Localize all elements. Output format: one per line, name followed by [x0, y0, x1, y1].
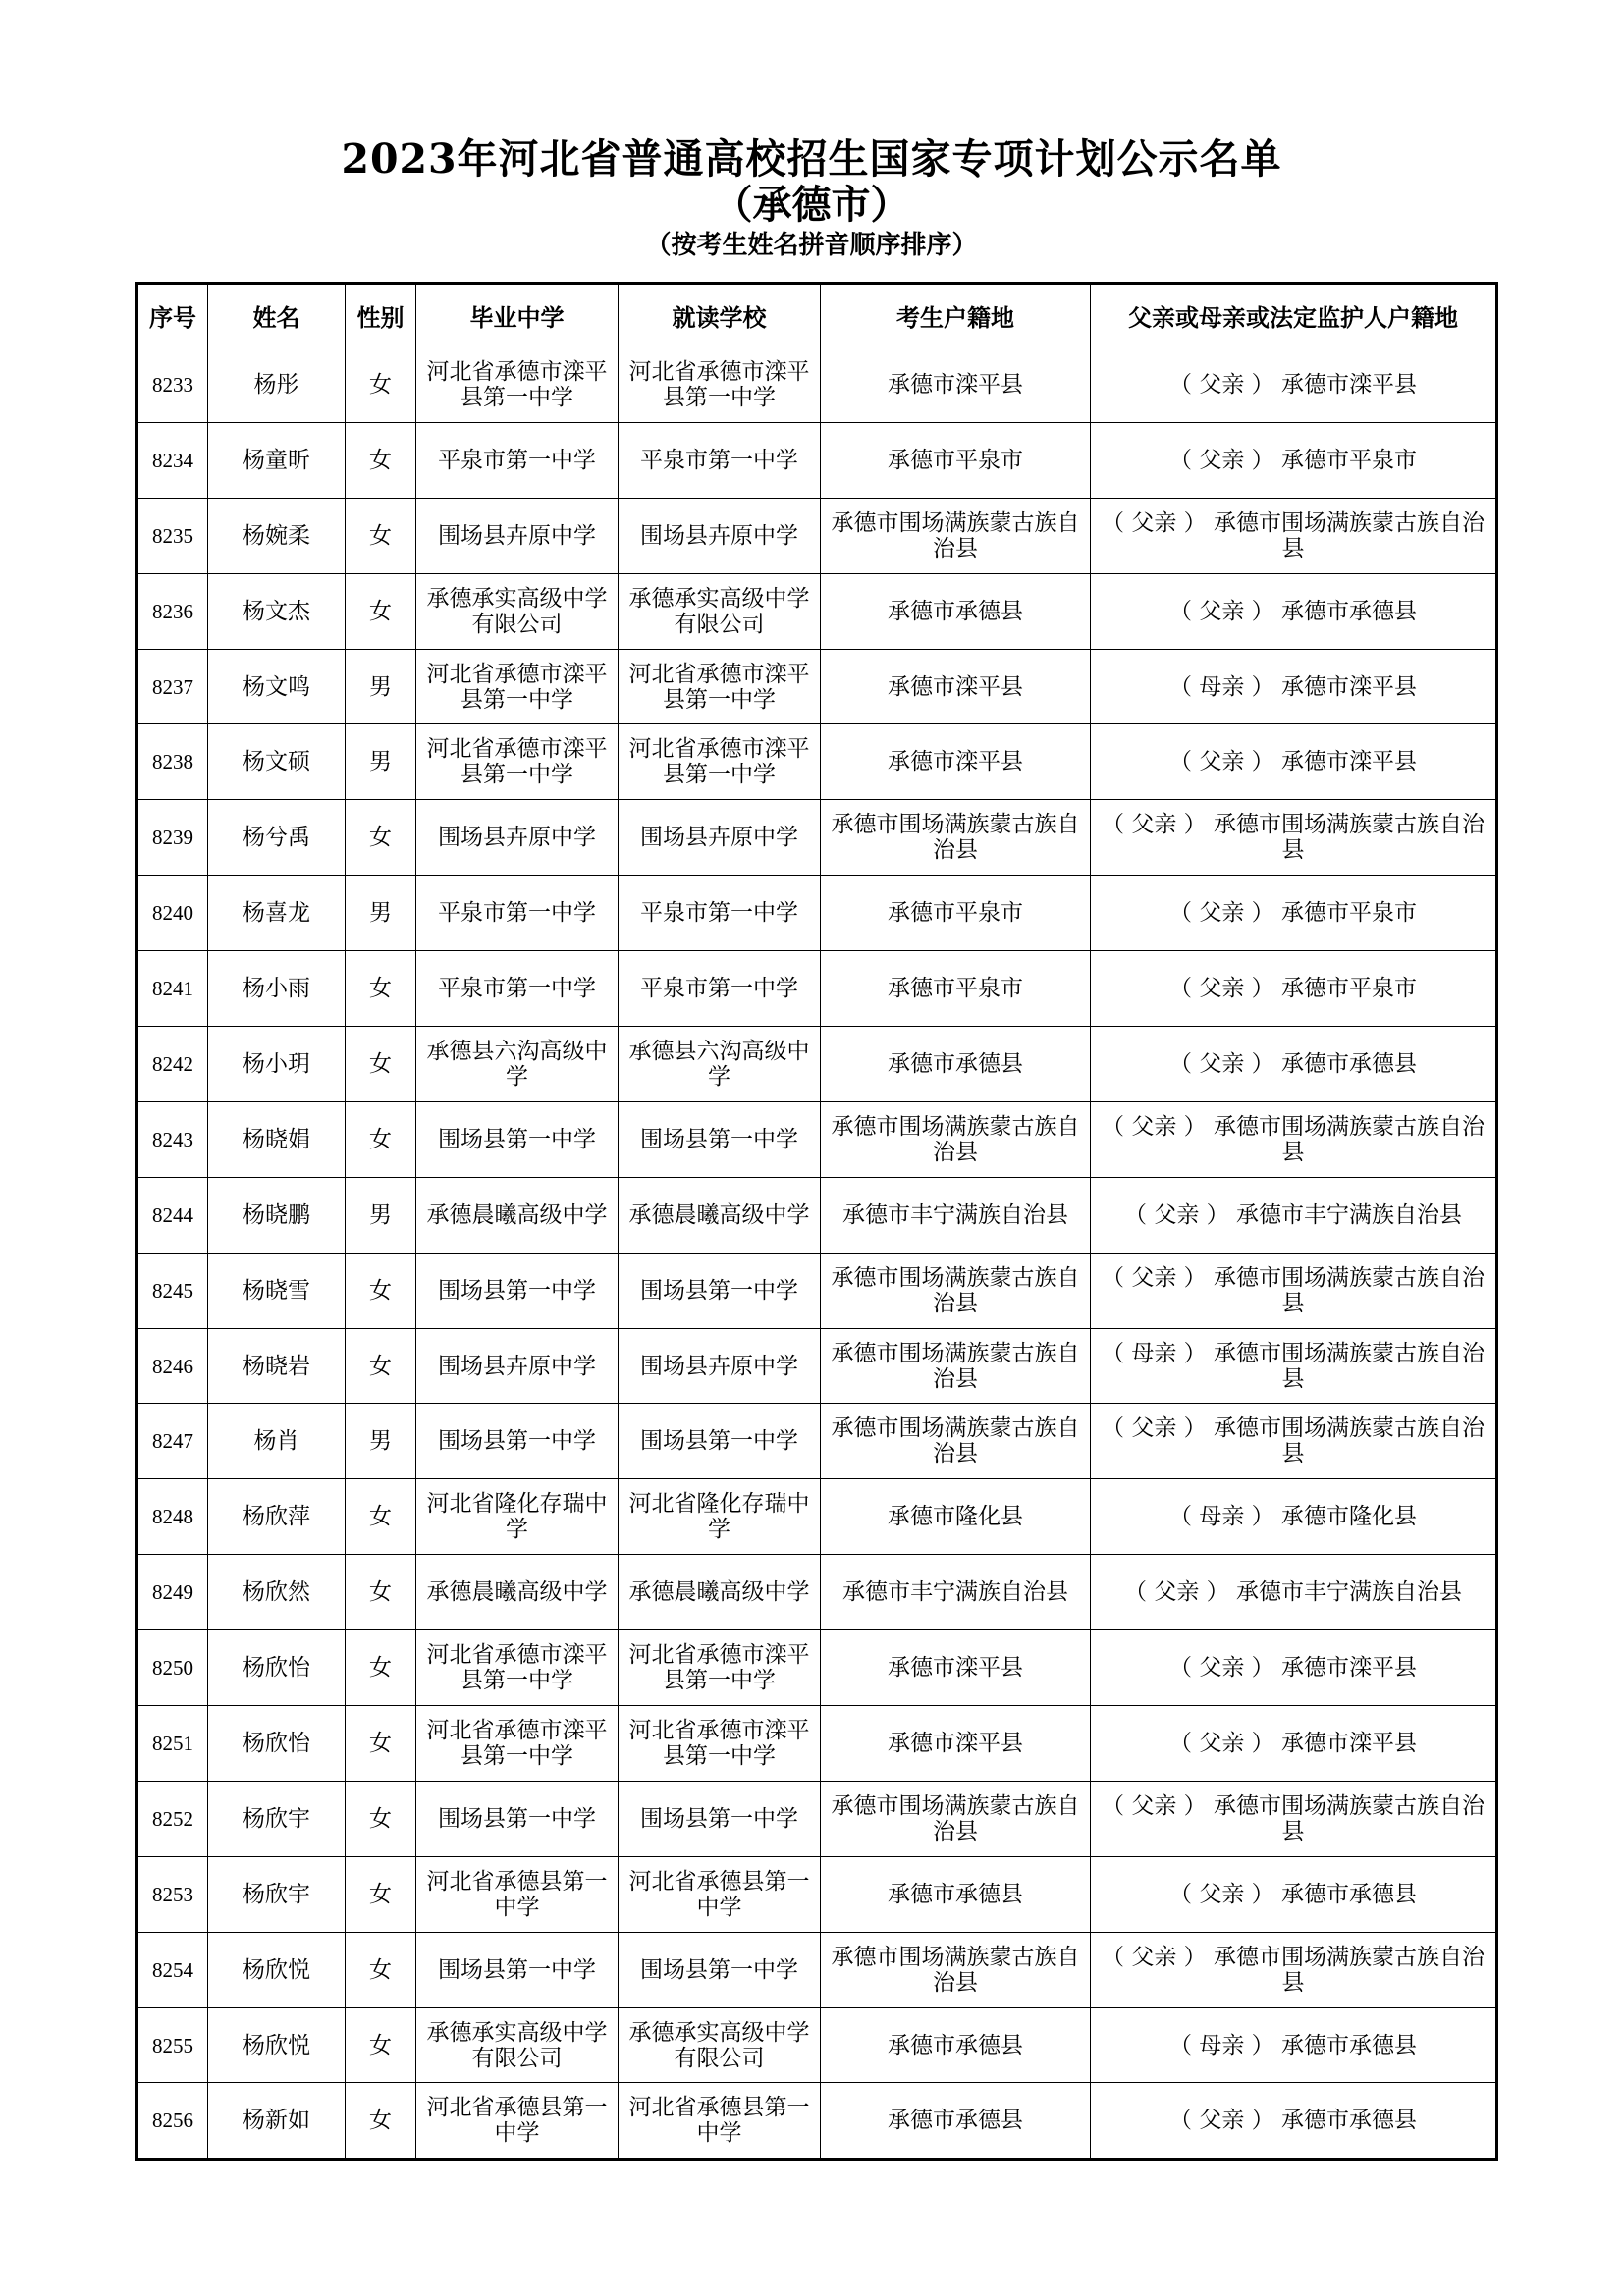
table-row: [137, 1781, 1497, 1856]
table-row: [137, 1404, 1497, 1479]
cell-gender: 男: [346, 1177, 416, 1253]
cell-gender: 女: [346, 422, 416, 498]
cell-current-school: 平泉市第一中学: [619, 422, 821, 498]
cell-current-school: 平泉市第一中学: [619, 951, 821, 1027]
roster-table-container: [135, 282, 1495, 2161]
cell-gender: 女: [346, 1555, 416, 1630]
cell-student-hukou: 承德市滦平县: [821, 347, 1091, 423]
cell-current-school: 围场县卉原中学: [619, 498, 821, 573]
cell-current-school: 围场县第一中学: [619, 1404, 821, 1479]
cell-gender: 女: [346, 573, 416, 649]
cell-student-hukou: 承德市围场满族蒙古族自治县: [821, 800, 1091, 876]
cell-name: 杨晓娟: [208, 1101, 346, 1177]
cell-seq: 8238: [137, 724, 208, 800]
cell-graduated-school: 河北省承德市滦平县第一中学: [416, 724, 619, 800]
cell-gender: 女: [346, 2007, 416, 2083]
cell-seq: 8248: [137, 1479, 208, 1555]
cell-student-hukou: 承德市围场满族蒙古族自治县: [821, 1101, 1091, 1177]
cell-name: 杨欣怡: [208, 1706, 346, 1782]
cell-guardian-hukou: （ 父亲 ） 承德市丰宁满族自治县: [1091, 1555, 1497, 1630]
cell-seq: 8251: [137, 1706, 208, 1782]
cell-seq: 8241: [137, 951, 208, 1027]
cell-guardian-hukou: （ 父亲 ） 承德市滦平县: [1091, 1630, 1497, 1706]
cell-student-hukou: 承德市围场满族蒙古族自治县: [821, 1253, 1091, 1328]
cell-current-school: 承德晨曦高级中学: [619, 1177, 821, 1253]
cell-name: 杨欣怡: [208, 1630, 346, 1706]
cell-graduated-school: 承德县六沟高级中学: [416, 1027, 619, 1102]
cell-student-hukou: 承德市平泉市: [821, 876, 1091, 951]
header-current-school: 就读学校: [619, 284, 821, 347]
cell-seq: 8253: [137, 1856, 208, 1932]
cell-student-hukou: 承德市承德县: [821, 573, 1091, 649]
cell-guardian-hukou: （ 父亲 ） 承德市围场满族蒙古族自治县: [1091, 1932, 1497, 2007]
cell-student-hukou: 承德市滦平县: [821, 1706, 1091, 1782]
table-row: [137, 724, 1497, 800]
cell-current-school: 承德晨曦高级中学: [619, 1555, 821, 1630]
cell-gender: 女: [346, 800, 416, 876]
cell-graduated-school: 围场县第一中学: [416, 1101, 619, 1177]
cell-name: 杨喜龙: [208, 876, 346, 951]
cell-gender: 女: [346, 1479, 416, 1555]
cell-student-hukou: 承德市丰宁满族自治县: [821, 1177, 1091, 1253]
cell-gender: 男: [346, 724, 416, 800]
cell-student-hukou: 承德市围场满族蒙古族自治县: [821, 1932, 1091, 2007]
cell-guardian-hukou: （ 父亲 ） 承德市承德县: [1091, 1027, 1497, 1102]
cell-graduated-school: 平泉市第一中学: [416, 876, 619, 951]
cell-current-school: 河北省承德县第一中学: [619, 1856, 821, 1932]
cell-gender: 女: [346, 1932, 416, 2007]
cell-name: 杨文鸣: [208, 649, 346, 724]
table-row: [137, 1101, 1497, 1177]
cell-guardian-hukou: （ 父亲 ） 承德市滦平县: [1091, 347, 1497, 423]
cell-guardian-hukou: （ 父亲 ） 承德市滦平县: [1091, 1706, 1497, 1782]
cell-gender: 女: [346, 498, 416, 573]
cell-current-school: 河北省承德市滦平县第一中学: [619, 724, 821, 800]
cell-current-school: 河北省承德市滦平县第一中学: [619, 1630, 821, 1706]
table-row: [137, 1253, 1497, 1328]
cell-graduated-school: 承德晨曦高级中学: [416, 1177, 619, 1253]
cell-gender: 女: [346, 1781, 416, 1856]
cell-guardian-hukou: （ 父亲 ） 承德市滦平县: [1091, 724, 1497, 800]
cell-current-school: 围场县卉原中学: [619, 1328, 821, 1404]
cell-seq: 8247: [137, 1404, 208, 1479]
cell-graduated-school: 围场县卉原中学: [416, 800, 619, 876]
table-row: [137, 498, 1497, 573]
cell-current-school: 围场县第一中学: [619, 1253, 821, 1328]
cell-name: 杨欣悦: [208, 1932, 346, 2007]
cell-graduated-school: 围场县卉原中学: [416, 1328, 619, 1404]
cell-seq: 8235: [137, 498, 208, 573]
cell-name: 杨欣宇: [208, 1781, 346, 1856]
cell-current-school: 承德县六沟高级中学: [619, 1027, 821, 1102]
cell-seq: 8233: [137, 347, 208, 423]
cell-current-school: 河北省隆化存瑞中学: [619, 1479, 821, 1555]
cell-current-school: 河北省承德市滦平县第一中学: [619, 347, 821, 423]
cell-name: 杨欣萍: [208, 1479, 346, 1555]
cell-name: 杨新如: [208, 2083, 346, 2160]
cell-name: 杨晓鹏: [208, 1177, 346, 1253]
cell-gender: 女: [346, 1630, 416, 1706]
cell-graduated-school: 河北省承德市滦平县第一中学: [416, 347, 619, 423]
cell-guardian-hukou: （ 父亲 ） 承德市平泉市: [1091, 422, 1497, 498]
cell-graduated-school: 围场县第一中学: [416, 1781, 619, 1856]
table-row: [137, 1328, 1497, 1404]
cell-current-school: 河北省承德市滦平县第一中学: [619, 649, 821, 724]
cell-gender: 女: [346, 1856, 416, 1932]
cell-guardian-hukou: （ 父亲 ） 承德市平泉市: [1091, 951, 1497, 1027]
cell-student-hukou: 承德市承德县: [821, 1856, 1091, 1932]
roster-table: [135, 282, 1498, 2161]
cell-name: 杨文硕: [208, 724, 346, 800]
cell-seq: 8242: [137, 1027, 208, 1102]
cell-guardian-hukou: （ 父亲 ） 承德市丰宁满族自治县: [1091, 1177, 1497, 1253]
table-row: [137, 951, 1497, 1027]
table-row: [137, 1177, 1497, 1253]
cell-seq: 8246: [137, 1328, 208, 1404]
cell-seq: 8237: [137, 649, 208, 724]
cell-name: 杨小雨: [208, 951, 346, 1027]
cell-name: 杨文杰: [208, 573, 346, 649]
cell-guardian-hukou: （ 父亲 ） 承德市围场满族蒙古族自治县: [1091, 1404, 1497, 1479]
cell-gender: 女: [346, 951, 416, 1027]
cell-name: 杨晓岩: [208, 1328, 346, 1404]
cell-name: 杨彤: [208, 347, 346, 423]
cell-student-hukou: 承德市围场满族蒙古族自治县: [821, 1781, 1091, 1856]
cell-seq: 8245: [137, 1253, 208, 1328]
cell-student-hukou: 承德市滦平县: [821, 1630, 1091, 1706]
cell-seq: 8254: [137, 1932, 208, 2007]
cell-seq: 8239: [137, 800, 208, 876]
cell-seq: 8236: [137, 573, 208, 649]
cell-student-hukou: 承德市承德县: [821, 1027, 1091, 1102]
cell-student-hukou: 承德市承德县: [821, 2007, 1091, 2083]
cell-graduated-school: 河北省承德县第一中学: [416, 1856, 619, 1932]
cell-seq: 8243: [137, 1101, 208, 1177]
cell-current-school: 围场县第一中学: [619, 1101, 821, 1177]
cell-name: 杨欣悦: [208, 2007, 346, 2083]
cell-guardian-hukou: （ 父亲 ） 承德市围场满族蒙古族自治县: [1091, 1101, 1497, 1177]
table-row: [137, 573, 1497, 649]
cell-seq: 8250: [137, 1630, 208, 1706]
cell-gender: 女: [346, 1253, 416, 1328]
cell-graduated-school: 河北省隆化存瑞中学: [416, 1479, 619, 1555]
cell-student-hukou: 承德市隆化县: [821, 1479, 1091, 1555]
cell-seq: 8234: [137, 422, 208, 498]
cell-seq: 8255: [137, 2007, 208, 2083]
cell-student-hukou: 承德市丰宁满族自治县: [821, 1555, 1091, 1630]
header-guardian-hukou: 父亲或母亲或法定监护人户籍地: [1091, 284, 1497, 347]
cell-current-school: 河北省承德县第一中学: [619, 2083, 821, 2160]
cell-graduated-school: 围场县卉原中学: [416, 498, 619, 573]
table-body: [137, 347, 1497, 2160]
cell-graduated-school: 承德承实高级中学有限公司: [416, 2007, 619, 2083]
cell-guardian-hukou: （ 父亲 ） 承德市围场满族蒙古族自治县: [1091, 800, 1497, 876]
cell-seq: 8252: [137, 1781, 208, 1856]
cell-graduated-school: 河北省承德市滦平县第一中学: [416, 1630, 619, 1706]
cell-graduated-school: 河北省承德市滦平县第一中学: [416, 1706, 619, 1782]
cell-graduated-school: 围场县第一中学: [416, 1253, 619, 1328]
cell-gender: 女: [346, 1706, 416, 1782]
cell-name: 杨晓雪: [208, 1253, 346, 1328]
header-name: 姓名: [208, 284, 346, 347]
cell-guardian-hukou: （ 父亲 ） 承德市平泉市: [1091, 876, 1497, 951]
document-header: [0, 135, 1623, 263]
cell-gender: 女: [346, 1101, 416, 1177]
cell-name: 杨肖: [208, 1404, 346, 1479]
cell-guardian-hukou: （ 父亲 ） 承德市围场满族蒙古族自治县: [1091, 498, 1497, 573]
cell-student-hukou: 承德市滦平县: [821, 649, 1091, 724]
cell-student-hukou: 承德市承德县: [821, 2083, 1091, 2160]
cell-name: 杨小玥: [208, 1027, 346, 1102]
cell-guardian-hukou: （ 父亲 ） 承德市承德县: [1091, 1856, 1497, 1932]
table-row: [137, 1932, 1497, 2007]
cell-guardian-hukou: （ 母亲 ） 承德市围场满族蒙古族自治县: [1091, 1328, 1497, 1404]
table-header-row: [137, 284, 1497, 347]
header-gender: 性别: [346, 284, 416, 347]
cell-seq: 8244: [137, 1177, 208, 1253]
cell-graduated-school: 河北省承德县第一中学: [416, 2083, 619, 2160]
cell-gender: 男: [346, 649, 416, 724]
table-row: [137, 1706, 1497, 1782]
table-row: [137, 1856, 1497, 1932]
table-row: [137, 649, 1497, 724]
document-subtitle: （承德市）: [713, 182, 910, 228]
header-student-hukou: 考生户籍地: [821, 284, 1091, 347]
table-row: [137, 800, 1497, 876]
cell-student-hukou: 承德市滦平县: [821, 724, 1091, 800]
table-row: [137, 347, 1497, 423]
cell-guardian-hukou: （ 父亲 ） 承德市围场满族蒙古族自治县: [1091, 1781, 1497, 1856]
cell-current-school: 围场县第一中学: [619, 1781, 821, 1856]
cell-seq: 8240: [137, 876, 208, 951]
cell-gender: 女: [346, 2083, 416, 2160]
cell-current-school: 承德承实高级中学有限公司: [619, 573, 821, 649]
cell-seq: 8256: [137, 2083, 208, 2160]
cell-guardian-hukou: （ 母亲 ） 承德市承德县: [1091, 2007, 1497, 2083]
cell-seq: 8249: [137, 1555, 208, 1630]
cell-name: 杨欣宇: [208, 1856, 346, 1932]
cell-guardian-hukou: （ 母亲 ） 承德市滦平县: [1091, 649, 1497, 724]
cell-name: 杨童昕: [208, 422, 346, 498]
table-row: [137, 1555, 1497, 1630]
cell-student-hukou: 承德市平泉市: [821, 422, 1091, 498]
table-row: [137, 2083, 1497, 2160]
cell-gender: 男: [346, 1404, 416, 1479]
cell-student-hukou: 承德市围场满族蒙古族自治县: [821, 1328, 1091, 1404]
table-row: [137, 1027, 1497, 1102]
table-row: [137, 422, 1497, 498]
cell-current-school: 平泉市第一中学: [619, 876, 821, 951]
cell-gender: 女: [346, 347, 416, 423]
cell-guardian-hukou: （ 母亲 ） 承德市隆化县: [1091, 1479, 1497, 1555]
cell-name: 杨欣然: [208, 1555, 346, 1630]
cell-student-hukou: 承德市围场满族蒙古族自治县: [821, 1404, 1091, 1479]
cell-graduated-school: 承德承实高级中学有限公司: [416, 573, 619, 649]
cell-gender: 女: [346, 1328, 416, 1404]
cell-name: 杨婉柔: [208, 498, 346, 573]
cell-student-hukou: 承德市围场满族蒙古族自治县: [821, 498, 1091, 573]
table-row: [137, 876, 1497, 951]
cell-name: 杨兮禹: [208, 800, 346, 876]
cell-gender: 男: [346, 876, 416, 951]
cell-guardian-hukou: （ 父亲 ） 承德市承德县: [1091, 573, 1497, 649]
cell-gender: 女: [346, 1027, 416, 1102]
cell-graduated-school: 平泉市第一中学: [416, 951, 619, 1027]
cell-current-school: 围场县第一中学: [619, 1932, 821, 2007]
sort-note: （按考生姓名拼音顺序排序）: [645, 231, 978, 260]
header-seq: 序号: [137, 284, 208, 347]
table-row: [137, 1479, 1497, 1555]
cell-guardian-hukou: （ 父亲 ） 承德市承德县: [1091, 2083, 1497, 2160]
cell-graduated-school: 平泉市第一中学: [416, 422, 619, 498]
cell-graduated-school: 河北省承德市滦平县第一中学: [416, 649, 619, 724]
cell-graduated-school: 围场县第一中学: [416, 1404, 619, 1479]
cell-graduated-school: 承德晨曦高级中学: [416, 1555, 619, 1630]
header-graduated-school: 毕业中学: [416, 284, 619, 347]
table-row: [137, 2007, 1497, 2083]
cell-current-school: 承德承实高级中学有限公司: [619, 2007, 821, 2083]
cell-current-school: 围场县卉原中学: [619, 800, 821, 876]
cell-graduated-school: 围场县第一中学: [416, 1932, 619, 2007]
document-title: 2023年河北省普通高校招生国家专项计划公示名单: [341, 135, 1282, 183]
cell-guardian-hukou: （ 父亲 ） 承德市围场满族蒙古族自治县: [1091, 1253, 1497, 1328]
cell-current-school: 河北省承德市滦平县第一中学: [619, 1706, 821, 1782]
cell-student-hukou: 承德市平泉市: [821, 951, 1091, 1027]
table-row: [137, 1630, 1497, 1706]
